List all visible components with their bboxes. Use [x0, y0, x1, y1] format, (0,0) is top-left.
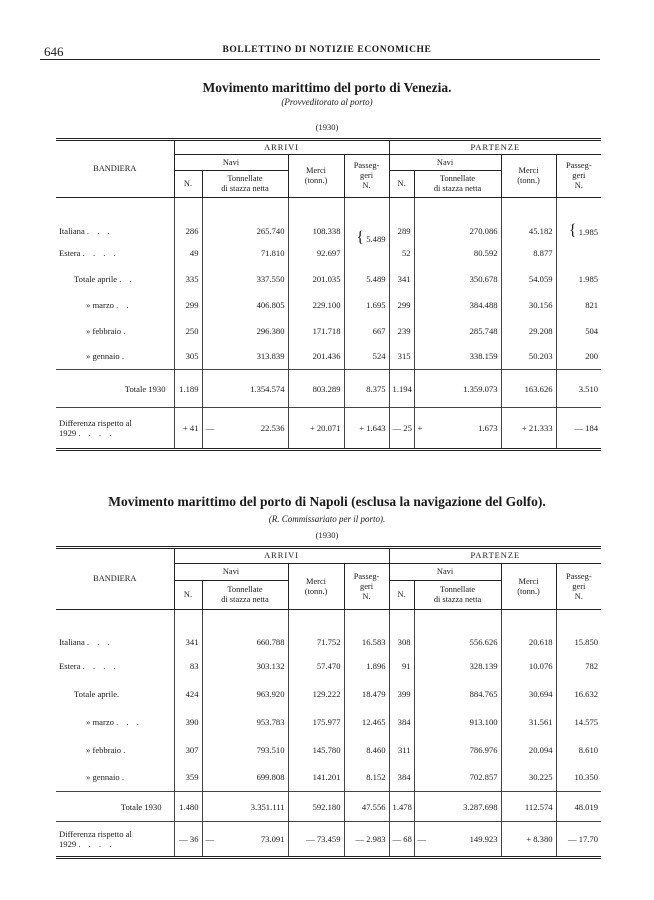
cell: 699.808 [202, 764, 288, 792]
passeggeri-header-2: geri [360, 581, 374, 591]
cell: 399 [389, 680, 414, 708]
row-label: Italiana [59, 225, 85, 236]
cell: 1.354.574 [202, 370, 288, 408]
passeggeri-n: N. [362, 591, 371, 601]
n-header: N. [397, 179, 406, 188]
napoli-year: (1930) [315, 530, 339, 540]
cell: 10.350 [556, 764, 601, 792]
cell: 337.550 [202, 266, 288, 292]
passeggeri-header: Passeg- [353, 571, 380, 581]
cell: 71.810 [202, 240, 288, 266]
merci-header: Merci [306, 166, 326, 175]
cell: 884.765 [414, 680, 501, 708]
cell: 30.225 [501, 764, 556, 792]
row-label: Differenza rispetto al [59, 829, 132, 839]
cell: 1.985 [556, 266, 601, 292]
cell: 335 [174, 266, 202, 292]
cell: 524 [344, 344, 389, 370]
n-header: N. [183, 179, 193, 188]
navi-header: Navi [222, 157, 240, 167]
cell-sign: + [417, 423, 423, 433]
arrivi-header: ARRIVI [264, 551, 299, 560]
cell: 5.489 [344, 266, 389, 292]
cell: 296.380 [202, 318, 288, 344]
row-label-year: 1929 [59, 428, 77, 438]
cell: 660.788 [202, 610, 288, 652]
cell: + 8.380 [501, 822, 556, 858]
cell: 57.470 [288, 652, 344, 680]
cell: — 25 [389, 408, 414, 450]
cell: 305 [174, 344, 202, 370]
passeggeri-header: Passeg- [566, 161, 592, 170]
bandiera-header: BANDIERA [93, 164, 137, 173]
cell: 504 [556, 318, 601, 344]
row-label-year: 1929 [59, 839, 77, 849]
cell: 265.740 [202, 198, 288, 240]
table-row: Estera . . . . 49 71.810 92.697 52 80.592 8.877 [56, 240, 601, 266]
row-label: marzo [92, 299, 114, 310]
row-label: Estera [59, 247, 81, 258]
cell: 308 [389, 610, 414, 652]
arrivi-header: ARRIVI [264, 142, 299, 152]
cell-sign: — [205, 423, 215, 433]
cell: — 36 [174, 822, 202, 858]
cell: 201.035 [288, 266, 344, 292]
cell: 12.465 [344, 708, 389, 736]
merci-unit: (tonn.) [517, 586, 540, 596]
cell: 71.752 [288, 610, 344, 652]
table-row [56, 792, 601, 822]
table-row: Italiana . . . 286 265.740 108.338 { 5.489 289 270.086 45.182 { 1.985 [56, 198, 601, 240]
table-row: Estera . . . . 83 303.132 57.470 1.896 91 328.139 10.076 782 [56, 652, 601, 680]
cell: 145.780 [288, 736, 344, 764]
table-row: Differenza rispetto al 1929 . . . . — 36 — 73.091 — 73.459 — 2.983 — 68 — 149.923 + 8.380 — 17.70 [56, 822, 601, 858]
cell: + 20.071 [288, 408, 344, 450]
navi-header: Navi [436, 567, 454, 576]
cell: 18.479 [344, 680, 389, 708]
row-label: Estera [59, 660, 81, 671]
napoli-title: Movimento marittimo del porto di Napoli (esclusa la navigazione del Golfo). [108, 494, 546, 509]
cell: 129.222 [288, 680, 344, 708]
cell: 406.805 [202, 292, 288, 318]
partenze-header: PARTENZE [470, 551, 521, 560]
cell: 171.718 [288, 318, 344, 344]
row-label: marzo [92, 716, 114, 727]
cell: 667 [344, 318, 389, 344]
passeggeri-n: N. [362, 181, 371, 190]
tonnellate-header: Tonnellate [227, 585, 263, 594]
cell: 1.359.073 [414, 370, 501, 408]
cell: — 68 [389, 822, 414, 858]
cell: 3.510 [556, 370, 601, 408]
navi-header: Navi [222, 567, 240, 576]
cell: 1.673 [478, 423, 498, 433]
row-label: Totale 1930 [56, 792, 174, 822]
cell: 8.610 [556, 736, 601, 764]
table-row [56, 370, 601, 408]
navi-header: Navi [436, 157, 454, 167]
cell: 54.059 [501, 266, 556, 292]
row-label: gennaio [92, 351, 120, 362]
cell: 270.086 [414, 198, 501, 240]
merci-header: Merci [518, 576, 539, 586]
row-label: Differenza rispetto al [59, 418, 132, 428]
cell: 3.351.111 [202, 792, 288, 822]
row-label: Totale aprile. [74, 688, 120, 699]
table-row: » febbraio . 307 793.510 145.780 8.460 311 786.976 20.094 8.610 [56, 736, 601, 764]
n-header: N. [397, 590, 406, 599]
table-row: Differenza rispetto al 1929 . . . . + 41 — 22.536 + 20.071 + 1.643 — 25 + 1.673 + 21.333 — 184 [56, 408, 601, 450]
cell: 91 [389, 652, 414, 680]
cell: 16.583 [344, 610, 389, 652]
cell: + 21.333 [501, 408, 556, 450]
napoli-table [56, 546, 601, 859]
cell: 341 [174, 610, 202, 652]
cell: 285.748 [414, 318, 501, 344]
bandiera-header: BANDIERA [93, 574, 137, 583]
cell: 803.289 [288, 370, 344, 408]
cell: 112.574 [501, 792, 556, 822]
pass-combined: { 5.489 [344, 198, 389, 266]
cell: 30.694 [501, 680, 556, 708]
cell: 48.019 [556, 792, 601, 822]
passeggeri-header: Passeg- [566, 571, 592, 581]
cell: 141.201 [288, 764, 344, 792]
cell: 52 [389, 240, 414, 266]
cell: 31.561 [501, 708, 556, 736]
pass-combined: { 1.985 [556, 198, 601, 266]
cell: 793.510 [202, 736, 288, 764]
row-label: febbraio [92, 325, 122, 336]
tonnellate-header-2: di stazza netta [221, 595, 269, 604]
cell: 384 [389, 764, 414, 792]
cell: 953.783 [202, 708, 288, 736]
cell: 49 [174, 240, 202, 266]
cell: — 2.983 [344, 822, 389, 858]
tonnellate-header: Tonnellate [439, 585, 476, 594]
cell: 20.618 [501, 610, 556, 652]
cell: 821 [556, 292, 601, 318]
cell: 175.977 [288, 708, 344, 736]
cell: 786.976 [414, 736, 501, 764]
row-label: Italiana [59, 636, 85, 647]
cell: 1.189 [174, 370, 202, 408]
cell: 149.923 [469, 834, 498, 844]
cell: 1.695 [344, 292, 389, 318]
cell: 250 [174, 318, 202, 344]
cell: 390 [174, 708, 202, 736]
tonnellate-header: Tonnellate [439, 174, 476, 183]
cell: 313.839 [202, 344, 288, 370]
cell: 286 [174, 198, 202, 240]
cell: 16.632 [556, 680, 601, 708]
tonnellate-header-2: di stazza netta [221, 184, 269, 193]
row-label: febbraio [92, 744, 122, 755]
venezia-title: Movimento marittimo del porto di Venezia. [202, 80, 452, 95]
cell: 341 [389, 266, 414, 292]
passeggeri-header-2: geri [572, 581, 586, 591]
table-row [56, 680, 601, 708]
cell: 73.091 [260, 834, 285, 844]
cell: 5.489 [366, 234, 386, 245]
cell: 359 [174, 764, 202, 792]
cell: — 17.70 [556, 822, 601, 858]
cell: 8.877 [501, 240, 556, 266]
cell: 299 [389, 292, 414, 318]
merci-header: Merci [518, 166, 539, 175]
table-row: » marzo . . . 390 953.783 175.977 12.465 384 913.100 31.561 14.575 [56, 708, 601, 736]
venezia-table [56, 138, 601, 451]
cell: 108.338 [288, 198, 344, 240]
cell: + 1.643 [344, 408, 389, 450]
merci-unit: (tonn.) [304, 586, 328, 596]
cell: 289 [389, 198, 414, 240]
cell: 913.100 [414, 708, 501, 736]
cell: — 73.459 [288, 822, 344, 858]
cell: 338.159 [414, 344, 501, 370]
cell: 8.375 [344, 370, 389, 408]
cell: 1.896 [344, 652, 389, 680]
passeggeri-n: N. [574, 591, 583, 601]
cell: 384.488 [414, 292, 501, 318]
passeggeri-header-2: geri [360, 171, 374, 180]
cell: 10.076 [501, 652, 556, 680]
cell: 556.626 [414, 610, 501, 652]
cell-sign: — [417, 834, 427, 844]
row-label: Totale 1930 [56, 370, 174, 408]
cell: 229.100 [288, 292, 344, 318]
cell: 8.460 [344, 736, 389, 764]
cell: 307 [174, 736, 202, 764]
cell: 299 [174, 292, 202, 318]
cell: 1.985 [578, 227, 599, 238]
cell: 424 [174, 680, 202, 708]
cell: 163.626 [501, 370, 556, 408]
table-row: » gennaio . 305 313.839 201.436 524 315 338.159 50.203 200 [56, 344, 601, 370]
venezia-subtitle: (Provveditorato al porto) [281, 97, 373, 107]
cell: 3.287.698 [414, 792, 501, 822]
tonnellate-header-2: di stazza netta [433, 184, 482, 193]
cell: 315 [389, 344, 414, 370]
cell: 328.139 [414, 652, 501, 680]
cell: 1.194 [389, 370, 414, 408]
table-row: » febbraio . 250 296.380 171.718 667 239 285.748 29.208 504 [56, 318, 601, 344]
cell: 1.478 [389, 792, 414, 822]
page-number: 646 [44, 44, 64, 59]
cell: 8.152 [344, 764, 389, 792]
merci-unit: (tonn.) [304, 176, 328, 185]
n-header: N. [183, 590, 193, 599]
venezia-year: (1930) [315, 122, 339, 132]
tonnellate-header: Tonnellate [227, 174, 263, 183]
table-row: » marzo . . 299 406.805 229.100 1.695 299 384.488 30.156 821 [56, 292, 601, 318]
header-rule [40, 59, 600, 60]
cell: 1.480 [174, 792, 202, 822]
passeggeri-header: Passeg- [353, 161, 380, 170]
cell: 201.436 [288, 344, 344, 370]
cell: 47.556 [344, 792, 389, 822]
tonnellate-header-2: di stazza netta [433, 595, 482, 604]
running-head: BOLLETTINO DI NOTIZIE ECONOMICHE [222, 45, 432, 55]
cell: — 184 [556, 408, 601, 450]
passeggeri-n: N. [574, 181, 583, 190]
table-row: Italiana . . . 341 660.788 71.752 16.583 308 556.626 20.618 15.850 [56, 610, 601, 652]
cell: 311 [389, 736, 414, 764]
passeggeri-header-2: geri [572, 171, 586, 180]
merci-header: Merci [306, 576, 326, 586]
cell: 50.203 [501, 344, 556, 370]
cell: 200 [556, 344, 601, 370]
cell: 15.850 [556, 610, 601, 652]
cell: 239 [389, 318, 414, 344]
cell: + 41 [174, 408, 202, 450]
cell: 22.536 [260, 423, 285, 433]
cell: 80.592 [414, 240, 501, 266]
cell: 30.156 [501, 292, 556, 318]
napoli-subtitle: (R. Commissariato per il porto). [268, 514, 386, 524]
cell: 92.697 [288, 240, 344, 266]
cell: 350.678 [414, 266, 501, 292]
table-row: » gennaio . 359 699.808 141.201 8.152 384 702.857 30.225 10.350 [56, 764, 601, 792]
table-row: Totale aprile . . 335 337.550 201.035 5.489 341 350.678 54.059 1.985 [56, 266, 601, 292]
cell: 963.920 [202, 680, 288, 708]
cell: 83 [174, 652, 202, 680]
merci-unit: (tonn.) [517, 176, 540, 185]
cell: 702.857 [414, 764, 501, 792]
cell: 14.575 [556, 708, 601, 736]
cell: 303.132 [202, 652, 288, 680]
cell: 384 [389, 708, 414, 736]
cell: 592.180 [288, 792, 344, 822]
row-label: gennaio [92, 772, 120, 783]
cell: 29.208 [501, 318, 556, 344]
cell: 782 [556, 652, 601, 680]
cell: 45.182 [501, 198, 556, 240]
row-label: Totale aprile [74, 273, 118, 284]
cell: 20.094 [501, 736, 556, 764]
cell-sign: — [205, 834, 215, 844]
partenze-header: PARTENZE [470, 142, 521, 152]
